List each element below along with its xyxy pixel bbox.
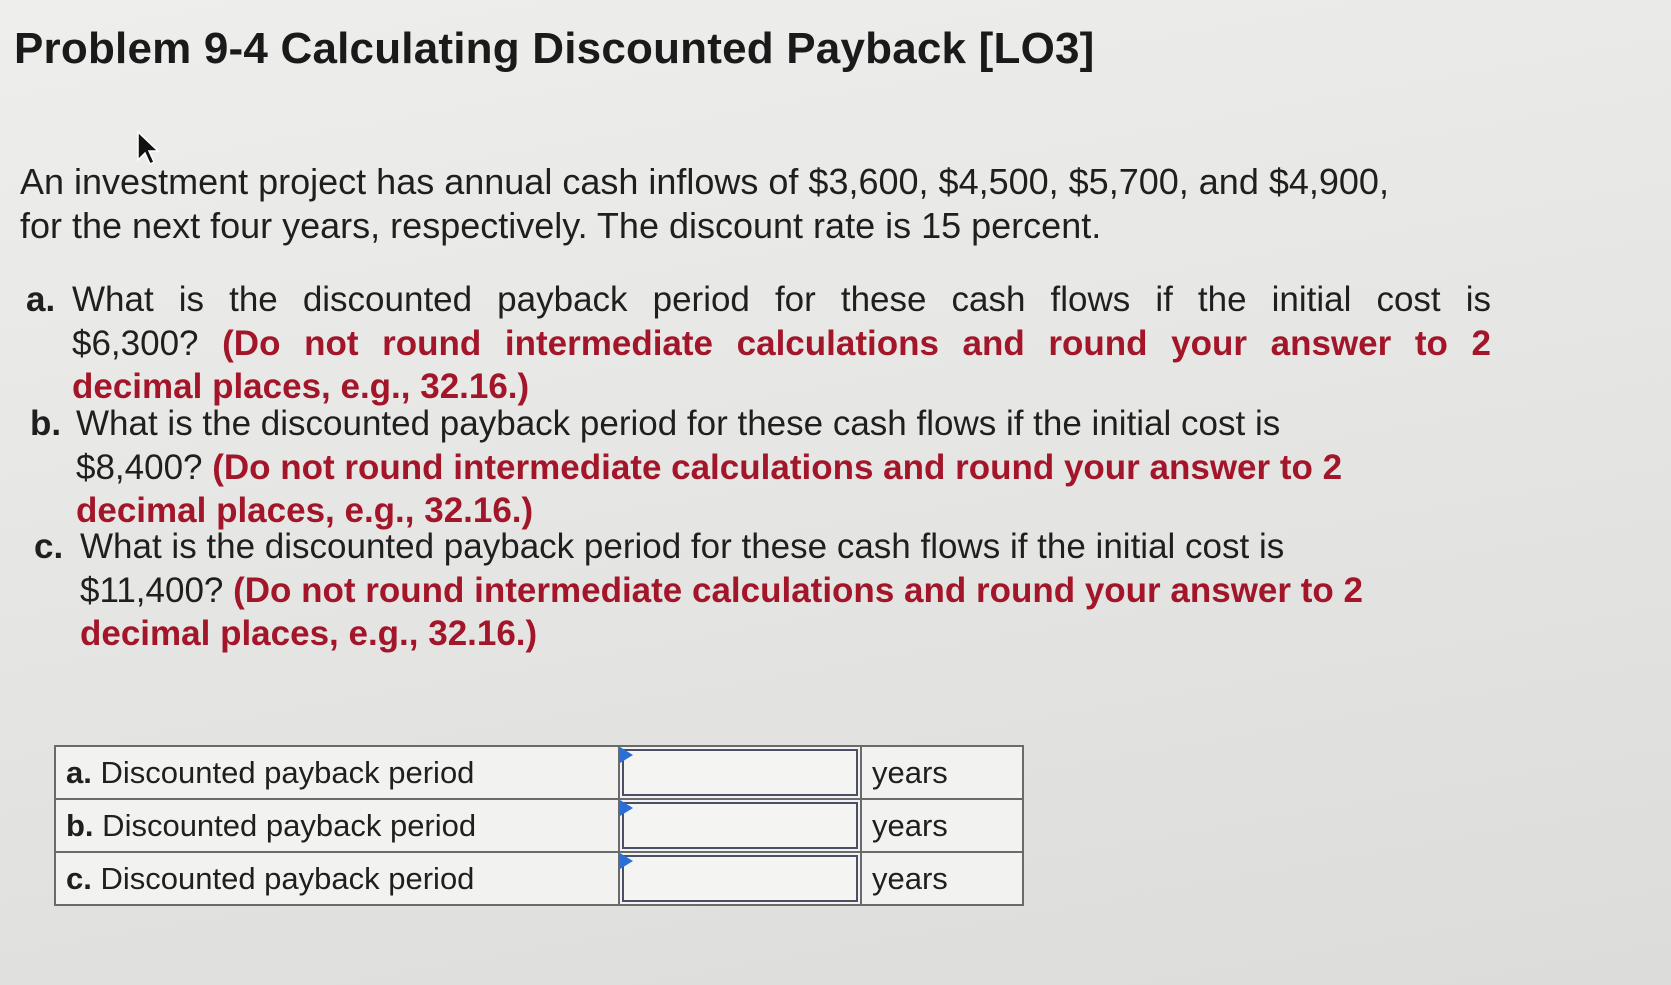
answer-row-b-unit: years xyxy=(861,799,1023,852)
answer-row-b-text: Discounted payback period xyxy=(93,807,477,843)
intro-line-2: for the next four years, respectively. The discount rate is 15 percent. xyxy=(20,205,1102,246)
answer-b-input[interactable] xyxy=(622,802,858,849)
problem-title: Problem 9-4 Calculating Discounted Payback [LO3] xyxy=(14,24,1095,73)
answer-c-input[interactable] xyxy=(622,855,858,902)
answer-table xyxy=(54,745,1024,906)
problem-intro xyxy=(20,160,1620,248)
answer-row-a xyxy=(55,746,1023,799)
question-a-instruction: (Do not round intermediate calculations and round your answer to 2 xyxy=(222,323,1492,363)
answer-a-input[interactable] xyxy=(622,749,858,796)
answer-row-c xyxy=(55,852,1023,905)
question-a-cost: $6,300? xyxy=(72,323,223,363)
question-a-line2 xyxy=(72,322,1491,366)
answer-row-c-text: Discounted payback period xyxy=(91,860,475,896)
answer-row-b xyxy=(55,799,1023,852)
answer-row-c-unit: years xyxy=(861,852,1023,905)
question-c-text: What is the discounted payback period for these cash flows if the initial cost is xyxy=(80,527,1285,566)
question-c-cost: $11,400? xyxy=(80,570,234,610)
question-b-instruction: (Do not round intermediate calculations and round your answer to 2 xyxy=(212,447,1343,487)
answer-row-a-label xyxy=(55,746,619,799)
answer-row-c-input-cell xyxy=(619,852,861,905)
question-a-instruction-cont: decimal places, e.g., 32.16.) xyxy=(72,367,530,406)
question-b-cost: $8,400? xyxy=(76,447,213,487)
question-b-line2 xyxy=(76,446,1342,490)
question-b-instruction-cont: decimal places, e.g., 32.16.) xyxy=(76,491,534,530)
answer-row-b-letter: b. xyxy=(66,807,94,843)
question-c-line2 xyxy=(80,569,1363,613)
question-c-instruction-cont: decimal places, e.g., 32.16.) xyxy=(80,614,538,653)
answer-row-c-label xyxy=(55,852,619,905)
answer-row-a-unit: years xyxy=(861,746,1023,799)
question-c-letter: c. xyxy=(34,527,64,566)
answer-row-a-input-cell xyxy=(619,746,861,799)
question-b-text: What is the discounted payback period for these cash flows if the initial cost is xyxy=(76,404,1281,443)
blue-flag-icon xyxy=(620,800,633,816)
answer-row-c-letter: c. xyxy=(66,860,92,896)
question-a-text: What is the discounted payback period for these cash flows if the initial cost is xyxy=(72,280,1491,319)
answer-row-a-text: Discounted payback period xyxy=(91,754,475,790)
question-b-letter: b. xyxy=(30,404,62,443)
answer-row-a-letter: a. xyxy=(66,754,92,790)
answer-row-b-label xyxy=(55,799,619,852)
question-c-instruction: (Do not round intermediate calculations and round your answer to 2 xyxy=(233,570,1363,610)
blue-flag-icon xyxy=(620,747,633,763)
intro-line-1: An investment project has annual cash inflows of $3,600, $4,500, $5,700, and $4,900, xyxy=(20,161,1389,202)
answer-row-b-input-cell xyxy=(619,799,861,852)
blue-flag-icon xyxy=(620,853,633,869)
question-a-letter: a. xyxy=(26,280,56,319)
